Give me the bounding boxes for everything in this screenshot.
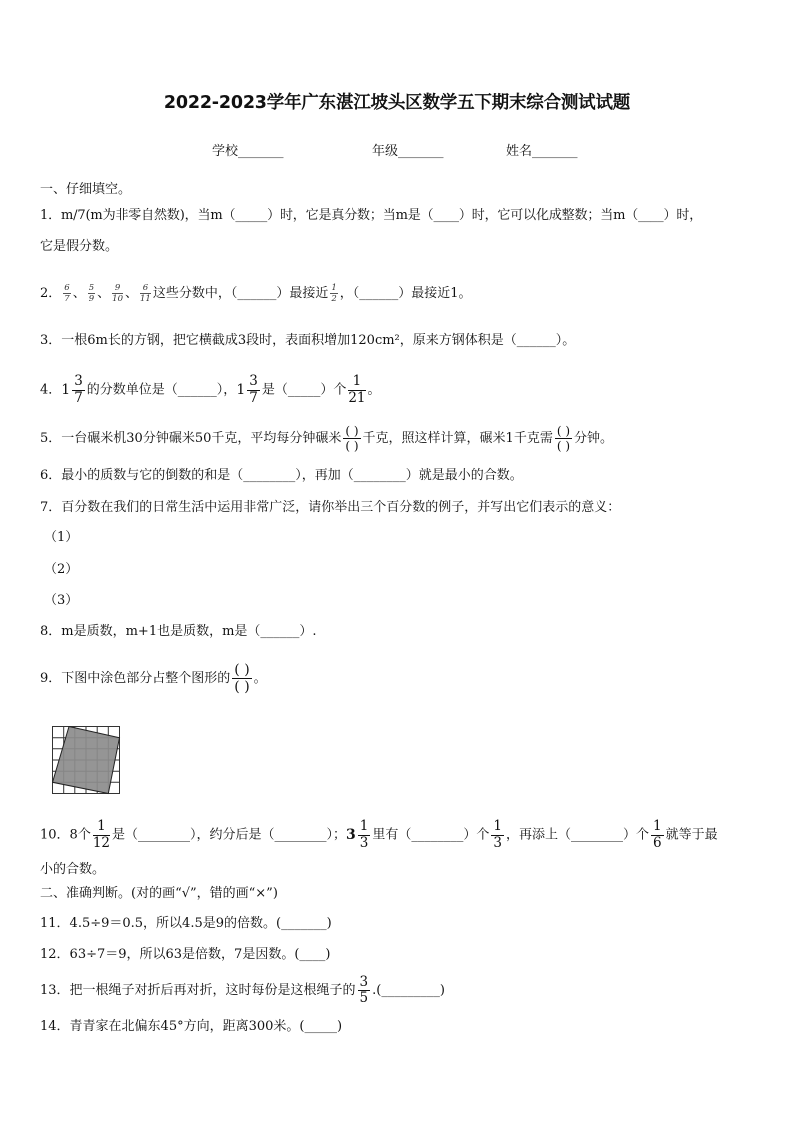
fraction-1-6: $\frac{1}{6}$ (653, 818, 662, 851)
question-10-line1: 10．8个 $\frac{1}{12}$ 是（________），约分后是（________）；3 $\frac{1}{3}$ 里有（________）个 $\frac{1}{3}$ ，再添上（________）个 $\frac{1}{6}$ 就等于最 (40, 818, 718, 851)
fraction-6-11: $\frac{6}{11}$ (140, 283, 151, 304)
question-1-line2: 它是假分数。 (40, 239, 119, 254)
fraction-1-12: $\frac{1}{12}$ (92, 818, 111, 851)
fraction-1-3-b: $\frac{1}{3}$ (493, 818, 502, 851)
question-6: 6．最小的质数与它的倒数的和是（________），再加（________）就是最小的合数。 (40, 468, 523, 483)
question-4: 4．1 $\frac{3}{7}$ 的分数单位是（______），1 $\frac{3}{7}$ 是（_____）个 $\frac{1}{21}$ 。 (40, 373, 381, 406)
question-12: 12．63÷7＝9，所以63是倍数，7是因数。(____) (40, 947, 331, 962)
question-7-item-3: （3） (44, 593, 79, 608)
question-7-item-2: （2） (44, 562, 79, 577)
blank-fraction-1[interactable]: $\frac{( )}{( )}$ (345, 424, 359, 453)
fraction-3-7-b: $\frac{3}{7}$ (249, 373, 258, 406)
question-2: 2． $\frac{6}{7}$ 、 $\frac{5}{9}$ 、 $\frac{9}{10}$ 、 $\frac{6}{11}$ 这些分数中，（______）最接近 $\frac{1}{2}$ ，（______）最接近1。 (40, 283, 472, 304)
fraction-1-3: $\frac{1}{3}$ (359, 818, 369, 851)
question-11: 11．4.5÷9＝0.5，所以4.5是9的倍数。(_______) (40, 916, 332, 931)
question-8: 8．m是质数，m+1也是质数，m是（______）. (40, 624, 317, 639)
question-7: 7．百分数在我们的日常生活中运用非常广泛，请你举出三个百分数的例子，并写出它们表示的意义： (40, 500, 621, 515)
question-9: 9．下图中涂色部分占整个图形的 $\frac{( )}{( )}$ 。 (40, 662, 267, 695)
school-field[interactable]: 学校_______ (212, 144, 284, 159)
question-7-item-1: （1） (44, 530, 79, 545)
question-14: 14．青青家在北偏东45°方向，距离300米。(_____) (40, 1019, 343, 1034)
shaded-region (53, 727, 120, 794)
fraction-9-10: $\frac{9}{10}$ (112, 283, 123, 304)
fraction-1-21: $\frac{1}{21}$ (348, 373, 366, 406)
fraction-3-5: $\frac{3}{5}$ (359, 973, 369, 1006)
question-2-number: 2． (40, 286, 62, 301)
grade-field[interactable]: 年级_______ (372, 144, 444, 159)
shaded-square-grid-figure (52, 726, 122, 796)
page-title: 2022-2023学年广东湛江坡头区数学五下期末综合测试试题 (163, 93, 631, 113)
fraction-1-2: $\frac{1}{2}$ (331, 283, 337, 304)
question-1-line1: 1．m/7(m为非零自然数)，当m（_____）时，它是真分数；当m是（____）时，它可以化成整数；当m（____）时， (40, 208, 703, 223)
section2-title: 二、准确判断。(对的画“√”，错的画“×”) (40, 886, 278, 901)
blank-fraction-2[interactable]: $\frac{( )}{( )}$ (556, 424, 571, 453)
question-5: 5．一台碾米机30分钟碾米50千克，平均每分钟碾米 $\frac{( )}{( )}$ 千克，照这样计算，碾米1千克需 $\frac{( )}{( )}$ 分钟。 (40, 424, 614, 453)
fraction-5-9: $\frac{5}{9}$ (88, 283, 95, 304)
fraction-6-7: $\frac{6}{7}$ (64, 283, 70, 304)
fraction-3-7: $\frac{3}{7}$ (74, 373, 83, 406)
question-10-line2: 小的合数。 (40, 862, 106, 877)
question-13: 13．把一根绳子对折后再对折，这时每份是这根绳子的 $\frac{3}{5}$ .(_________) (40, 973, 445, 1006)
name-field[interactable]: 姓名_______ (506, 144, 578, 159)
blank-fraction-3[interactable]: $\frac{( )}{( )}$ (234, 662, 250, 695)
section1-title: 一、仔细填空。 (40, 182, 132, 197)
question-3: 3．一根6m长的方钢，把它横截成3段时，表面积增加120cm²，原来方钢体积是（______）。 (40, 333, 576, 348)
